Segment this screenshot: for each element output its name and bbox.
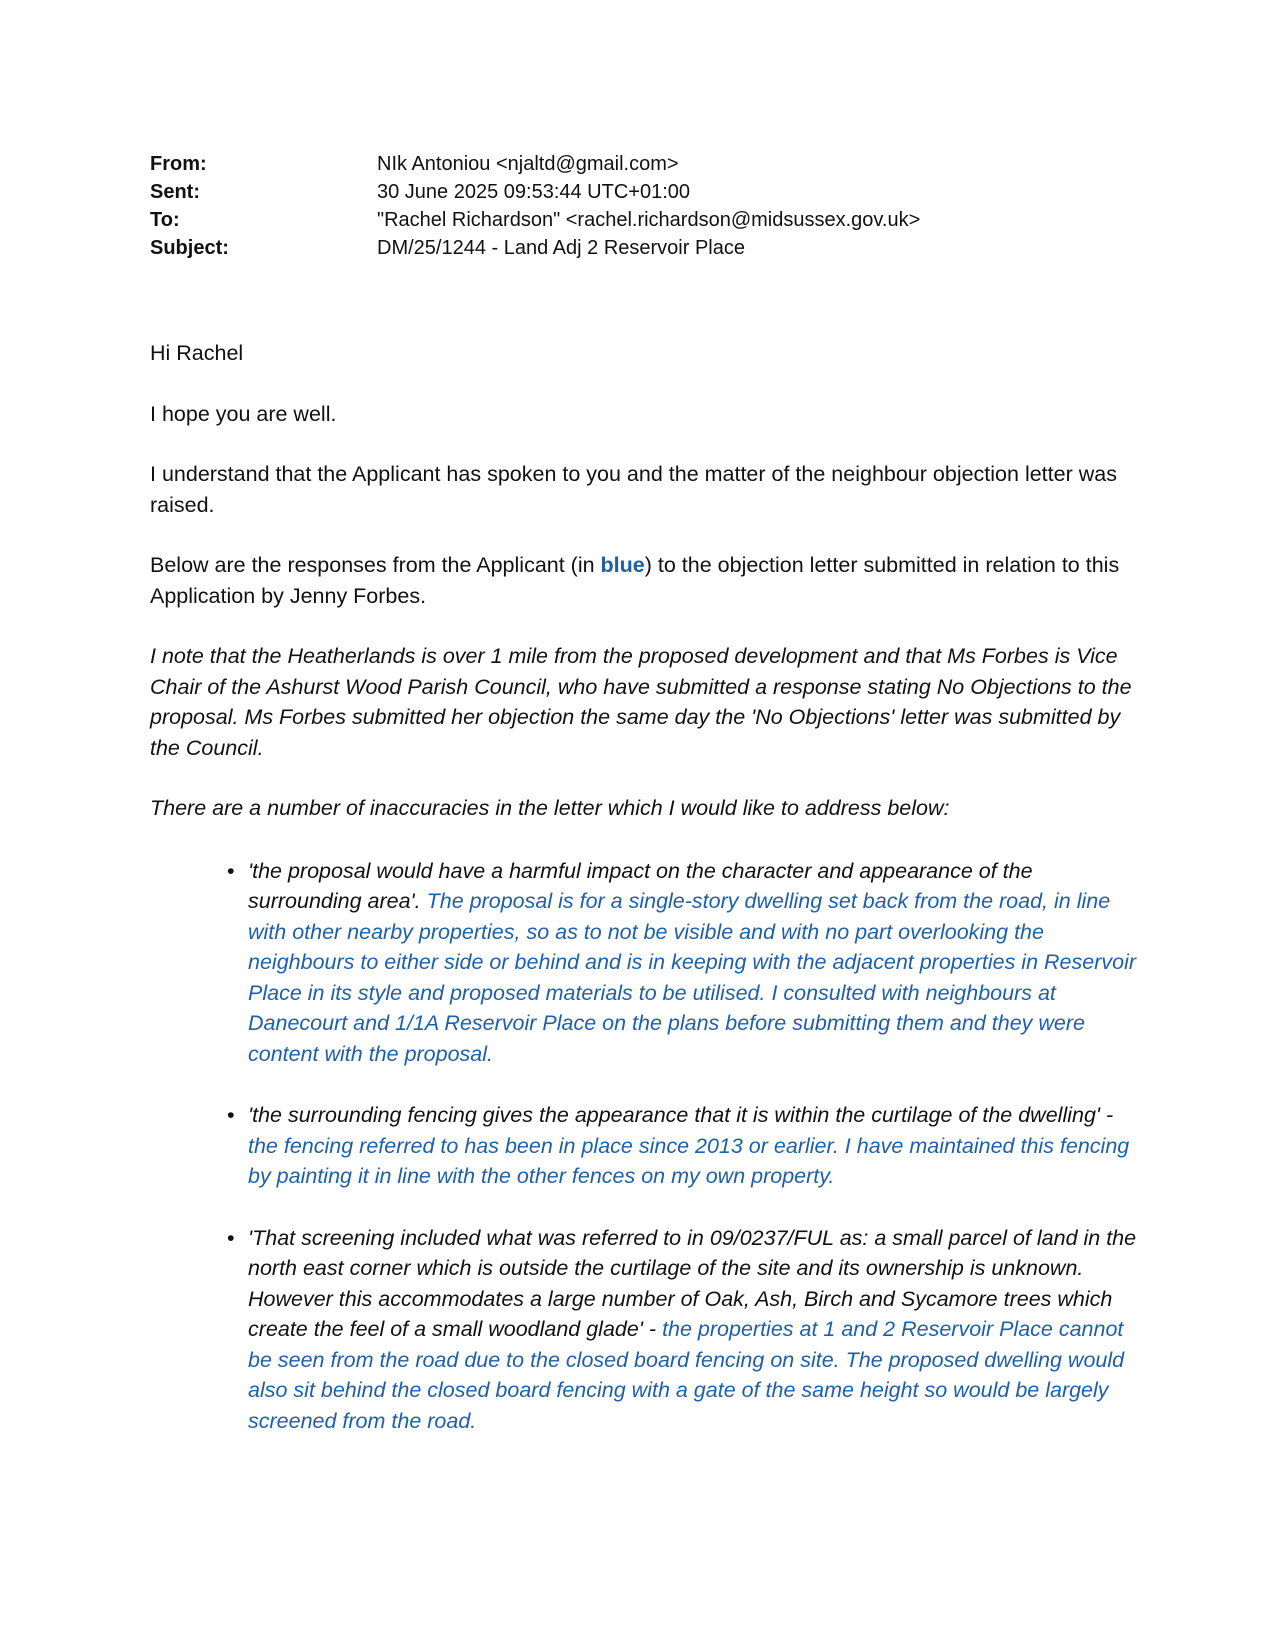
- email-header: [150, 150, 1140, 262]
- bullet-icon: •: [227, 1225, 235, 1250]
- bullet-icon: •: [227, 858, 235, 883]
- objection-points-list: [150, 856, 1140, 1437]
- objection-quote: 'the proposal would have a harmful impact on the character and appearance of the surrounding area'.: [248, 858, 1033, 913]
- body-paragraph-3: [150, 550, 1140, 611]
- applicant-response: The proposal is for a single-story dwelling set back from the road, in line with other nearby properties, so as to not be visible and with no part overlooking the neighbours to either side or behind and is in keeping with the adjacent properties in Reservoir Place in its style and proposed materials to be utilised. I consulted with neighbours at Danecourt and 1/1A Reservoir Place on the plans before submitting them and they were content with the proposal.: [248, 889, 1137, 1066]
- greeting: Hi Rachel: [150, 341, 244, 365]
- list-item: [227, 1223, 1140, 1437]
- from-label: From:: [150, 153, 207, 175]
- sent-label: Sent:: [150, 181, 200, 203]
- subject-label: Subject:: [150, 237, 229, 259]
- list-item: [227, 1100, 1140, 1192]
- blue-keyword: blue: [600, 553, 645, 577]
- from-row: [150, 150, 1140, 178]
- applicant-response: the properties at 1 and 2 Reservoir Place cannot be seen from the road due to the closed board fencing on site. The proposed dwelling would also sit behind the closed board fencing with a gate of the same height so would be largely screened from the road.: [248, 1317, 1125, 1433]
- sent-row: [150, 178, 1140, 206]
- subject-value: DM/25/1244 - Land Adj 2 Reservoir Place: [377, 237, 745, 259]
- note-paragraph: I note that the Heatherlands is over 1 mile from the proposed development and that Ms Forbes is Vice Chair of the Ashurst Wood Parish Council, who have submitted a response stating No Objections to the proposal. Ms Forbes submitted her objection the same day the 'No Objections' letter was submitted by the Council.: [150, 644, 1132, 760]
- sent-value: 30 June 2025 09:53:44 UTC+01:00: [377, 181, 691, 203]
- list-item: [227, 856, 1140, 1070]
- to-row: [150, 206, 1140, 234]
- body-paragraph-2: I understand that the Applicant has spoken to you and the matter of the neighbour objection letter was raised.: [150, 462, 1117, 517]
- to-label: To:: [150, 209, 180, 231]
- email-page: [150, 150, 1140, 1467]
- objection-quote: 'the surrounding fencing gives the appearance that it is within the curtilage of the dwelling' -: [248, 1103, 1114, 1127]
- body-paragraph-1: I hope you are well.: [150, 401, 337, 426]
- paragraph-3-end: ) to the objection letter submitted in relation to this Application by Jenny Forbes.: [150, 553, 1120, 608]
- email-body: [150, 338, 1140, 1436]
- bullet-icon: •: [227, 1103, 235, 1127]
- paragraph-3-start: Below are the responses from the Applicant (in: [150, 553, 601, 577]
- subject-row: [150, 234, 1140, 262]
- intro-paragraph: There are a number of inaccuracies in the letter which I would like to address below:: [150, 796, 950, 820]
- objection-quote: 'That screening included what was referred to in 09/0237/FUL as: a small parcel of land in the north east corner which is outside the curtilage of the site and its ownership is unknown. However this accommodates a large number of Oak, Ash, Birch and Sycamore trees which create the feel of a small woodland glade' -: [248, 1225, 1137, 1341]
- applicant-response: the fencing referred to has been in place since 2013 or earlier. I have maintained this fencing by painting it in line with the other fences on my own property.: [248, 1133, 1130, 1188]
- to-value: "Rachel Richardson" <rachel.richardson@midsussex.gov.uk>: [377, 209, 921, 231]
- from-value: NIk Antoniou <njaltd@gmail.com>: [377, 153, 679, 175]
